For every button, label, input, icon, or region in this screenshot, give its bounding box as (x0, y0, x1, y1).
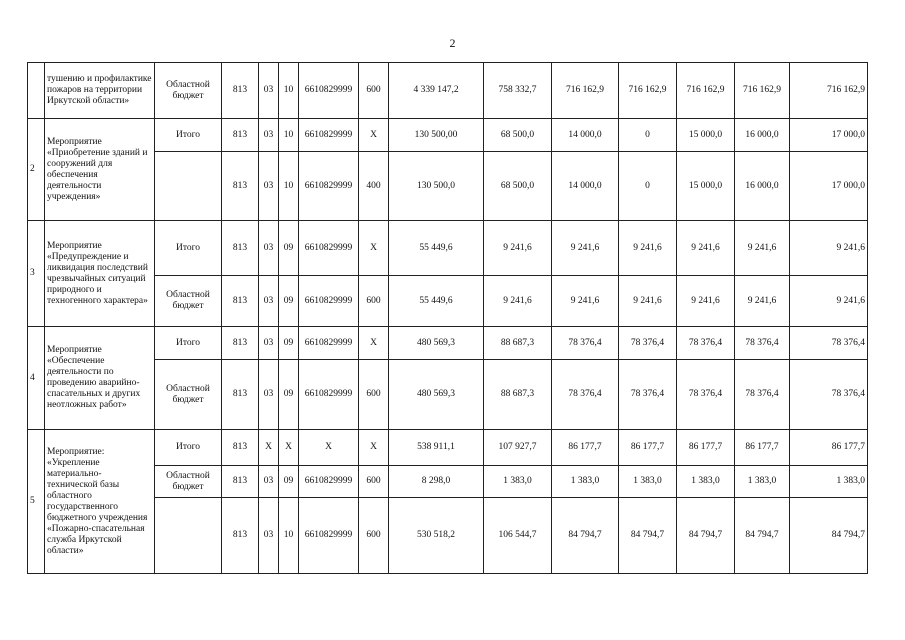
amount-cell: 78 376,4 (790, 360, 868, 430)
table-row (28, 63, 868, 119)
amount-cell: 758 332,7 (484, 63, 552, 119)
pr-code: 09 (279, 327, 299, 360)
rz-code: 03 (259, 152, 279, 221)
amount-cell: 86 177,7 (677, 430, 735, 466)
pr-code: 09 (279, 360, 299, 430)
activity-name: Мероприятие: «Укрепление материально-технической базы областного государственного бюджетного учреждения «Пожарно-спасательная служба Иркутской области» (45, 430, 155, 574)
amount-cell: 84 794,7 (619, 498, 677, 574)
pr-code: 10 (279, 498, 299, 574)
amount-cell: 9 241,6 (552, 276, 619, 327)
rz-code: 03 (259, 360, 279, 430)
amount-cell: 14 000,0 (552, 119, 619, 152)
grbs-code: 813 (222, 63, 259, 119)
amount-cell: 1 383,0 (619, 466, 677, 498)
budget-table (27, 62, 868, 574)
amount-cell: 78 376,4 (735, 360, 790, 430)
grbs-code: 813 (222, 276, 259, 327)
amount-cell: 78 376,4 (619, 360, 677, 430)
funding-source: Итого (155, 327, 222, 360)
table-row (28, 119, 868, 152)
table-row (28, 430, 868, 466)
pr-code: 09 (279, 466, 299, 498)
amount-cell: 130 500,0 (389, 152, 484, 221)
amount-cell: 0 (619, 152, 677, 221)
rz-code: 03 (259, 119, 279, 152)
amount-cell: 84 794,7 (552, 498, 619, 574)
csr-code: 6610829999 (299, 360, 359, 430)
amount-cell: 86 177,7 (552, 430, 619, 466)
funding-source: Итого (155, 430, 222, 466)
vr-code: Х (359, 221, 389, 276)
amount-cell: 9 241,6 (484, 276, 552, 327)
amount-cell: 78 376,4 (735, 327, 790, 360)
amount-cell: 716 162,9 (552, 63, 619, 119)
amount-cell: 716 162,9 (619, 63, 677, 119)
amount-cell: 1 383,0 (790, 466, 868, 498)
amount-cell: 88 687,3 (484, 327, 552, 360)
amount-cell: 716 162,9 (677, 63, 735, 119)
funding-source (155, 498, 222, 574)
amount-cell: 4 339 147,2 (389, 63, 484, 119)
amount-cell: 86 177,7 (790, 430, 868, 466)
vr-code: 600 (359, 63, 389, 119)
amount-cell: 9 241,6 (677, 276, 735, 327)
amount-cell: 84 794,7 (790, 498, 868, 574)
amount-cell: 1 383,0 (735, 466, 790, 498)
csr-code: 6610829999 (299, 119, 359, 152)
row-number (28, 63, 45, 119)
pr-code: 10 (279, 63, 299, 119)
amount-cell: 68 500,0 (484, 119, 552, 152)
vr-code: Х (359, 327, 389, 360)
amount-cell: 55 449,6 (389, 221, 484, 276)
csr-code: 6610829999 (299, 466, 359, 498)
pr-code: 10 (279, 152, 299, 221)
vr-code: Х (359, 119, 389, 152)
amount-cell: 88 687,3 (484, 360, 552, 430)
amount-cell: 17 000,0 (790, 119, 868, 152)
amount-cell: 78 376,4 (552, 360, 619, 430)
funding-source: Итого (155, 119, 222, 152)
amount-cell: 9 241,6 (677, 221, 735, 276)
amount-cell: 84 794,7 (677, 498, 735, 574)
grbs-code: 813 (222, 152, 259, 221)
vr-code: 600 (359, 276, 389, 327)
amount-cell: 1 383,0 (552, 466, 619, 498)
amount-cell: 9 241,6 (484, 221, 552, 276)
amount-cell: 14 000,0 (552, 152, 619, 221)
pr-code: 10 (279, 119, 299, 152)
grbs-code: 813 (222, 221, 259, 276)
amount-cell: 55 449,6 (389, 276, 484, 327)
amount-cell: 480 569,3 (389, 360, 484, 430)
csr-code: 6610829999 (299, 327, 359, 360)
pr-code: 09 (279, 221, 299, 276)
amount-cell: 1 383,0 (677, 466, 735, 498)
table-row (28, 221, 868, 276)
amount-cell: 9 241,6 (735, 276, 790, 327)
row-number: 2 (28, 119, 45, 221)
amount-cell: 68 500,0 (484, 152, 552, 221)
row-number: 4 (28, 327, 45, 430)
amount-cell: 9 241,6 (619, 276, 677, 327)
csr-code: 6610829999 (299, 152, 359, 221)
grbs-code: 813 (222, 498, 259, 574)
rz-code: Х (259, 430, 279, 466)
amount-cell: 15 000,0 (677, 119, 735, 152)
grbs-code: 813 (222, 119, 259, 152)
amount-cell: 538 911,1 (389, 430, 484, 466)
rz-code: 03 (259, 276, 279, 327)
amount-cell: 9 241,6 (790, 221, 868, 276)
funding-source: Итого (155, 221, 222, 276)
amount-cell: 106 544,7 (484, 498, 552, 574)
grbs-code: 813 (222, 327, 259, 360)
activity-name: Мероприятие «Приобретение зданий и сооружений для обеспечения деятельности учреждения» (45, 119, 155, 221)
amount-cell: 16 000,0 (735, 119, 790, 152)
vr-code: 600 (359, 498, 389, 574)
grbs-code: 813 (222, 430, 259, 466)
amount-cell: 86 177,7 (735, 430, 790, 466)
rz-code: 03 (259, 498, 279, 574)
activity-name: тушению и профилактике пожаров на территории Иркутской области» (45, 63, 155, 119)
amount-cell: 130 500,00 (389, 119, 484, 152)
amount-cell: 9 241,6 (552, 221, 619, 276)
funding-source (155, 152, 222, 221)
amount-cell: 9 241,6 (619, 221, 677, 276)
csr-code: 6610829999 (299, 221, 359, 276)
row-number: 5 (28, 430, 45, 574)
pr-code: Х (279, 430, 299, 466)
rz-code: 03 (259, 63, 279, 119)
amount-cell: 84 794,7 (735, 498, 790, 574)
amount-cell: 9 241,6 (735, 221, 790, 276)
activity-name: Мероприятие «Обеспечение деятельности по проведению аварийно-спасательных и других неотложных работ» (45, 327, 155, 430)
amount-cell: 16 000,0 (735, 152, 790, 221)
amount-cell: 78 376,4 (619, 327, 677, 360)
vr-code: Х (359, 430, 389, 466)
rz-code: 03 (259, 221, 279, 276)
amount-cell: 78 376,4 (552, 327, 619, 360)
funding-source: Областной бюджет (155, 63, 222, 119)
amount-cell: 15 000,0 (677, 152, 735, 221)
csr-code: 6610829999 (299, 498, 359, 574)
amount-cell: 1 383,0 (484, 466, 552, 498)
grbs-code: 813 (222, 360, 259, 430)
amount-cell: 78 376,4 (677, 327, 735, 360)
vr-code: 400 (359, 152, 389, 221)
rz-code: 03 (259, 327, 279, 360)
csr-code: 6610829999 (299, 276, 359, 327)
csr-code: Х (299, 430, 359, 466)
table-row (28, 327, 868, 360)
activity-name: Мероприятие «Предупреждение и ликвидация последствий чрезвычайных ситуаций природного и техногенного характера» (45, 221, 155, 327)
page-number: 2 (449, 36, 456, 50)
csr-code: 6610829999 (299, 63, 359, 119)
amount-cell: 17 000,0 (790, 152, 868, 221)
amount-cell: 716 162,9 (790, 63, 868, 119)
row-number: 3 (28, 221, 45, 327)
amount-cell: 480 569,3 (389, 327, 484, 360)
amount-cell: 86 177,7 (619, 430, 677, 466)
funding-source: Областной бюджет (155, 276, 222, 327)
vr-code: 600 (359, 466, 389, 498)
pr-code: 09 (279, 276, 299, 327)
amount-cell: 78 376,4 (790, 327, 868, 360)
amount-cell: 78 376,4 (677, 360, 735, 430)
rz-code: 03 (259, 466, 279, 498)
funding-source: Областной бюджет (155, 466, 222, 498)
amount-cell: 107 927,7 (484, 430, 552, 466)
amount-cell: 716 162,9 (735, 63, 790, 119)
amount-cell: 9 241,6 (790, 276, 868, 327)
vr-code: 600 (359, 360, 389, 430)
amount-cell: 530 518,2 (389, 498, 484, 574)
amount-cell: 8 298,0 (389, 466, 484, 498)
amount-cell: 0 (619, 119, 677, 152)
grbs-code: 813 (222, 466, 259, 498)
funding-source: Областной бюджет (155, 360, 222, 430)
